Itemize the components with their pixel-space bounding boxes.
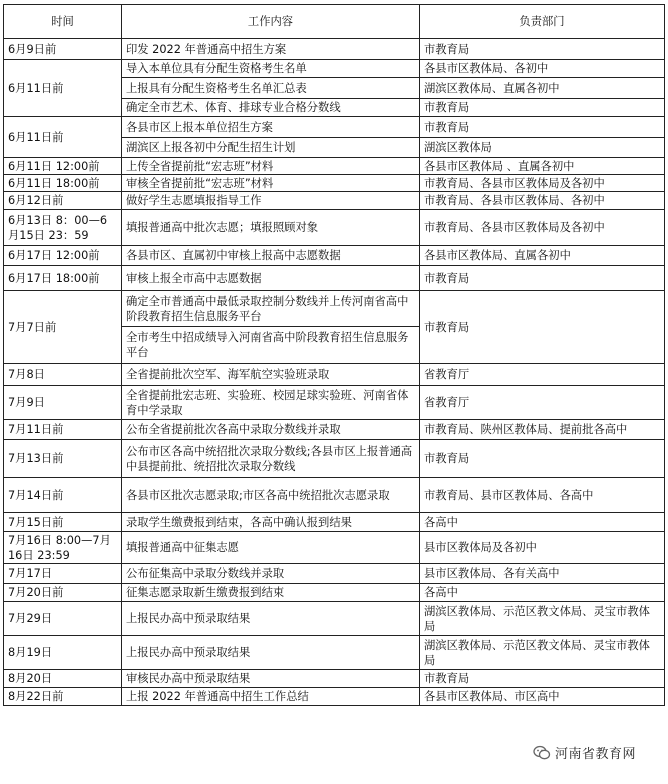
work-cell: 印发 2022 年普通高中招生方案 — [122, 39, 420, 60]
time-cell: 7月16日 8:00—7月16日 23:59 — [4, 532, 122, 564]
time-cell: 8月22日前 — [4, 688, 122, 706]
dept-cell: 市教育局、各县市区教体局及各初中 — [420, 175, 665, 192]
table-row — [4, 210, 665, 246]
table-row — [4, 175, 665, 192]
work-cell: 做好学生志愿填报指导工作 — [122, 192, 420, 210]
dept-cell: 各高中 — [420, 584, 665, 602]
work-cell: 审核民办高中预录取结果 — [122, 670, 420, 688]
dept-cell: 各县市区教体局、各初中 — [420, 60, 665, 78]
work-cell: 确定全市普通高中最低录取控制分数线并上传河南省高中阶段教育招生信息服务平台 — [122, 291, 420, 327]
work-cell: 确定全市艺术、体育、排球专业合格分数线 — [122, 99, 420, 117]
work-cell: 公布全省提前批次各高中录取分数线并录取 — [122, 420, 420, 440]
time-cell: 7月29日 — [4, 602, 122, 636]
table-row — [4, 564, 665, 584]
time-cell: 7月15日前 — [4, 513, 122, 532]
work-cell: 上报具有分配生资格考生名单汇总表 — [122, 78, 420, 99]
time-cell: 7月13日前 — [4, 440, 122, 478]
dept-cell: 县市区教体局及各初中 — [420, 532, 665, 564]
work-cell: 全省提前批宏志班、实验班、校园足球实验班、河南省体育中学录取 — [122, 386, 420, 420]
time-cell: 6月17日 12:00前 — [4, 246, 122, 266]
schedule-table — [3, 4, 665, 706]
table-row — [4, 60, 665, 78]
time-cell: 8月20日 — [4, 670, 122, 688]
work-cell: 填报普通高中批次志愿；填报照顾对象 — [122, 210, 420, 246]
work-cell: 上报民办高中预录取结果 — [122, 602, 420, 636]
dept-cell: 市教育局 — [420, 670, 665, 688]
time-cell: 7月7日前 — [4, 291, 122, 364]
dept-cell: 省教育厅 — [420, 364, 665, 386]
dept-cell: 湖滨区教体局、直属各初中 — [420, 78, 665, 99]
table-row — [4, 636, 665, 670]
time-cell: 6月17日 18:00前 — [4, 266, 122, 291]
dept-cell: 市教育局 — [420, 440, 665, 478]
time-cell: 7月20日前 — [4, 584, 122, 602]
dept-cell: 市教育局 — [420, 117, 665, 138]
table-row — [4, 670, 665, 688]
dept-cell: 各县市区教体局 、直属各初中 — [420, 158, 665, 175]
table-row — [4, 420, 665, 440]
work-cell: 审核全省提前批“宏志班”材料 — [122, 175, 420, 192]
time-cell: 6月11日前 — [4, 117, 122, 158]
table-row — [4, 117, 665, 138]
dept-cell: 省教育厅 — [420, 386, 665, 420]
table-row — [4, 688, 665, 706]
work-cell: 全市考生中招成绩导入河南省高中阶段教育招生信息服务平台 — [122, 327, 420, 364]
time-cell: 6月11日前 — [4, 60, 122, 117]
header-time: 时间 — [4, 5, 122, 39]
header-row — [4, 5, 665, 39]
work-cell: 公布市区各高中统招批次录取分数线;各县市区上报普通高中县提前批、统招批次录取分数线 — [122, 440, 420, 478]
dept-cell: 各县市区教体局、市区高中 — [420, 688, 665, 706]
dept-cell: 市教育局、各县市区教体局、各初中 — [420, 192, 665, 210]
work-cell: 审核上报全市高中志愿数据 — [122, 266, 420, 291]
table-row — [4, 158, 665, 175]
dept-cell: 市教育局 — [420, 266, 665, 291]
time-cell: 7月11日前 — [4, 420, 122, 440]
work-cell: 各县市区批次志愿录取;市区各高中统招批次志愿录取 — [122, 478, 420, 513]
time-cell: 7月14日前 — [4, 478, 122, 513]
table-row — [4, 602, 665, 636]
work-cell: 湖滨区上报各初中分配生招生计划 — [122, 138, 420, 158]
work-cell: 录取学生缴费报到结束，各高中确认报到结果 — [122, 513, 420, 532]
work-cell: 上传全省提前批“宏志班”材料 — [122, 158, 420, 175]
work-cell: 各县市区、直属初中审核上报高中志愿数据 — [122, 246, 420, 266]
time-cell: 7月17日 — [4, 564, 122, 584]
dept-cell: 市教育局 — [420, 291, 665, 364]
table-row — [4, 266, 665, 291]
dept-cell: 湖滨区教体局、示范区教文体局、灵宝市教体局 — [420, 602, 665, 636]
wechat-icon — [533, 745, 551, 761]
time-cell: 8月19日 — [4, 636, 122, 670]
time-cell: 6月13日 8：00—6月15日 23：59 — [4, 210, 122, 246]
dept-cell: 县市区教体局、各有关高中 — [420, 564, 665, 584]
time-cell: 6月9日前 — [4, 39, 122, 60]
table-row — [4, 584, 665, 602]
work-cell: 上报民办高中预录取结果 — [122, 636, 420, 670]
table-row — [4, 440, 665, 478]
dept-cell: 各高中 — [420, 513, 665, 532]
header-dept: 负责部门 — [420, 5, 665, 39]
table-row — [4, 192, 665, 210]
work-cell: 填报普通高中征集志愿 — [122, 532, 420, 564]
dept-cell: 湖滨区教体局 — [420, 138, 665, 158]
work-cell: 全省提前批次空军、海军航空实验班录取 — [122, 364, 420, 386]
watermark-text: 河南省教育网 — [555, 747, 637, 762]
table-row — [4, 513, 665, 532]
dept-cell: 各县市区教体局、直属各初中 — [420, 246, 665, 266]
table-row — [4, 291, 665, 327]
time-cell: 7月8日 — [4, 364, 122, 386]
watermark — [530, 742, 639, 763]
time-cell: 7月9日 — [4, 386, 122, 420]
table-row — [4, 364, 665, 386]
table-row — [4, 532, 665, 564]
dept-cell: 市教育局 — [420, 99, 665, 117]
work-cell: 征集志愿录取新生缴费报到结束 — [122, 584, 420, 602]
work-cell: 上报 2022 年普通高中招生工作总结 — [122, 688, 420, 706]
table-row — [4, 478, 665, 513]
dept-cell: 市教育局、各县市区教体局及各初中 — [420, 210, 665, 246]
schedule-body — [4, 39, 665, 706]
work-cell: 导入本单位具有分配生资格考生名单 — [122, 60, 420, 78]
table-row — [4, 39, 665, 60]
dept-cell: 市教育局、县市区教体局、各高中 — [420, 478, 665, 513]
work-cell: 各县市区上报本单位招生方案 — [122, 117, 420, 138]
work-cell: 公布征集高中录取分数线并录取 — [122, 564, 420, 584]
header-work: 工作内容 — [122, 5, 420, 39]
table-row — [4, 246, 665, 266]
time-cell: 6月11日 18:00前 — [4, 175, 122, 192]
time-cell: 6月11日 12:00前 — [4, 158, 122, 175]
dept-cell: 市教育局、陕州区教体局、提前批各高中 — [420, 420, 665, 440]
time-cell: 6月12日前 — [4, 192, 122, 210]
dept-cell: 湖滨区教体局、示范区教文体局、灵宝市教体局 — [420, 636, 665, 670]
dept-cell: 市教育局 — [420, 39, 665, 60]
table-row — [4, 386, 665, 420]
